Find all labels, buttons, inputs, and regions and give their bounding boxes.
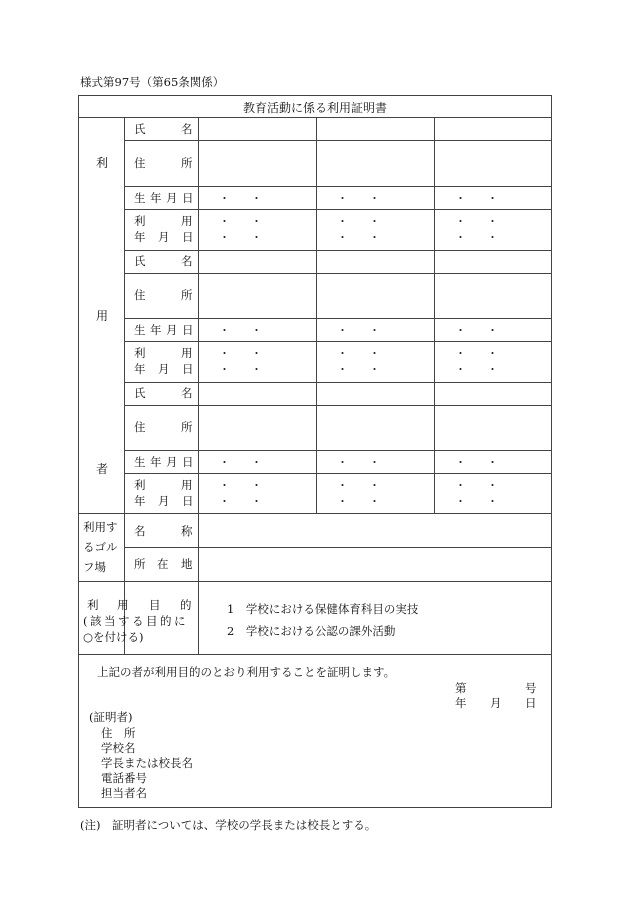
date-dot: ・ bbox=[487, 347, 498, 360]
user-label-char: 利 bbox=[96, 156, 109, 170]
rule bbox=[124, 547, 551, 548]
certification-statement: 上記の者が利用目的のとおり利用することを証明します。 bbox=[97, 665, 396, 679]
date-dot: ・ bbox=[369, 456, 380, 469]
usage-label: 用 bbox=[181, 346, 193, 360]
col-rule bbox=[124, 117, 125, 654]
date-dot: ・ bbox=[337, 495, 348, 508]
date-dot: ・ bbox=[455, 479, 466, 492]
birth-label: 日 bbox=[182, 323, 194, 337]
date-dot: ・ bbox=[251, 495, 262, 508]
usage-label: 用 bbox=[181, 478, 193, 492]
date-dot: ・ bbox=[219, 324, 230, 337]
date-dot: ・ bbox=[337, 456, 348, 469]
date-dot: ・ bbox=[455, 231, 466, 244]
date-dot: ・ bbox=[251, 347, 262, 360]
date-dot: ・ bbox=[369, 347, 380, 360]
date-dot: ・ bbox=[251, 479, 262, 492]
certifier-school: 学校名 bbox=[101, 741, 136, 755]
golf-name-label: 称 bbox=[181, 524, 193, 538]
purpose-label: ○を付ける) bbox=[83, 630, 144, 644]
user-label-char: 用 bbox=[96, 309, 109, 323]
date-dot: ・ bbox=[455, 192, 466, 205]
date-dot: ・ bbox=[219, 495, 230, 508]
golf-name-label: 名 bbox=[134, 524, 146, 538]
usage-label: 年 bbox=[134, 230, 146, 244]
usage-label: 利 bbox=[134, 478, 146, 492]
certifier-address: 住 所 bbox=[101, 726, 136, 740]
date-dot: ・ bbox=[369, 479, 380, 492]
date-dot: ・ bbox=[337, 363, 348, 376]
date-dot: ・ bbox=[251, 456, 262, 469]
date-day: 日 bbox=[525, 696, 537, 710]
purpose-option-2[interactable]: 2 学校における公認の課外活動 bbox=[227, 624, 396, 638]
user-label-char: 者 bbox=[96, 462, 109, 476]
birth-label: 年 bbox=[150, 323, 162, 337]
rule-golf-end bbox=[79, 581, 551, 582]
purpose-label: 利 bbox=[87, 598, 99, 612]
birth-label: 日 bbox=[182, 455, 194, 469]
usage-label: 月 bbox=[158, 362, 170, 376]
birth-label: 月 bbox=[166, 191, 178, 205]
date-dot: ・ bbox=[487, 479, 498, 492]
date-dot: ・ bbox=[337, 215, 348, 228]
date-dot: ・ bbox=[337, 324, 348, 337]
date-month: 月 bbox=[490, 696, 502, 710]
rule bbox=[124, 250, 551, 251]
form-number: 様式第97号（第65条関係） bbox=[80, 75, 225, 89]
date-dot: ・ bbox=[487, 495, 498, 508]
date-dot: ・ bbox=[219, 231, 230, 244]
date-dot: ・ bbox=[219, 479, 230, 492]
golf-label: るゴル bbox=[83, 540, 118, 554]
date-dot: ・ bbox=[487, 456, 498, 469]
birth-label: 年 bbox=[150, 455, 162, 469]
usage-label: 日 bbox=[182, 362, 194, 376]
date-dot: ・ bbox=[487, 215, 498, 228]
number-prefix: 第 bbox=[455, 681, 467, 695]
usage-label: 日 bbox=[182, 230, 194, 244]
usage-label: 月 bbox=[158, 230, 170, 244]
address-label: 住 bbox=[134, 156, 146, 170]
form-title: 教育活動に係る利用証明書 bbox=[242, 101, 387, 115]
rule bbox=[124, 140, 551, 141]
date-dot: ・ bbox=[337, 479, 348, 492]
date-dot: ・ bbox=[251, 192, 262, 205]
date-dot: ・ bbox=[369, 363, 380, 376]
usage-label: 年 bbox=[134, 362, 146, 376]
golf-location-label: 地 bbox=[181, 557, 193, 571]
golf-label: 利用す bbox=[83, 520, 118, 534]
birth-label: 月 bbox=[166, 323, 178, 337]
birth-label: 年 bbox=[150, 191, 162, 205]
date-dot: ・ bbox=[455, 495, 466, 508]
address-label: 住 bbox=[134, 288, 146, 302]
col-rule bbox=[316, 117, 317, 513]
rule bbox=[124, 450, 551, 451]
date-dot: ・ bbox=[369, 192, 380, 205]
name-label: 氏 bbox=[134, 254, 146, 268]
usage-label: 年 bbox=[134, 494, 146, 508]
date-dot: ・ bbox=[369, 231, 380, 244]
date-dot: ・ bbox=[251, 231, 262, 244]
date-dot: ・ bbox=[487, 192, 498, 205]
footnote: (注) 証明者については、学校の学長または校長とする。 bbox=[80, 818, 377, 832]
certifier-title: (証明者) bbox=[89, 710, 133, 724]
name-label: 名 bbox=[181, 386, 193, 400]
purpose-label: 的 bbox=[180, 598, 192, 612]
rule bbox=[124, 209, 551, 210]
name-label: 名 bbox=[181, 122, 193, 136]
golf-location-label: 在 bbox=[157, 557, 169, 571]
usage-label: 利 bbox=[134, 214, 146, 228]
date-dot: ・ bbox=[455, 363, 466, 376]
date-dot: ・ bbox=[455, 456, 466, 469]
certificate-form bbox=[78, 95, 552, 808]
purpose-label: (該当する目的に bbox=[83, 614, 188, 628]
purpose-label: 目 bbox=[149, 598, 161, 612]
usage-label: 用 bbox=[181, 214, 193, 228]
purpose-option-1[interactable]: 1 学校における保健体育科目の実技 bbox=[227, 602, 419, 616]
date-dot: ・ bbox=[487, 324, 498, 337]
usage-label: 利 bbox=[134, 346, 146, 360]
rule-users-end bbox=[79, 513, 551, 514]
date-dot: ・ bbox=[219, 363, 230, 376]
date-dot: ・ bbox=[219, 456, 230, 469]
col-rule bbox=[434, 117, 435, 513]
name-label: 氏 bbox=[134, 122, 146, 136]
certifier-principal: 学長または校長名 bbox=[101, 756, 193, 770]
birth-label: 生 bbox=[134, 455, 146, 469]
date-dot: ・ bbox=[487, 231, 498, 244]
col-rule bbox=[198, 117, 199, 654]
date-dot: ・ bbox=[251, 324, 262, 337]
address-label: 所 bbox=[181, 156, 193, 170]
rule bbox=[124, 473, 551, 474]
date-dot: ・ bbox=[219, 347, 230, 360]
birth-label: 生 bbox=[134, 323, 146, 337]
date-dot: ・ bbox=[455, 347, 466, 360]
usage-label: 月 bbox=[158, 494, 170, 508]
address-label: 住 bbox=[134, 420, 146, 434]
rule bbox=[124, 382, 551, 383]
date-dot: ・ bbox=[251, 215, 262, 228]
date-dot: ・ bbox=[455, 324, 466, 337]
birth-label: 日 bbox=[182, 191, 194, 205]
rule-title bbox=[79, 117, 551, 118]
date-dot: ・ bbox=[337, 231, 348, 244]
rule bbox=[124, 273, 551, 274]
date-year: 年 bbox=[455, 696, 467, 710]
date-dot: ・ bbox=[219, 192, 230, 205]
date-dot: ・ bbox=[455, 215, 466, 228]
certifier-contact: 担当者名 bbox=[101, 786, 147, 800]
address-label: 所 bbox=[181, 288, 193, 302]
date-dot: ・ bbox=[251, 363, 262, 376]
name-label: 名 bbox=[181, 254, 193, 268]
rule bbox=[124, 341, 551, 342]
golf-label: フ場 bbox=[83, 560, 106, 574]
birth-label: 生 bbox=[134, 191, 146, 205]
usage-label: 日 bbox=[182, 494, 194, 508]
name-label: 氏 bbox=[134, 386, 146, 400]
rule bbox=[124, 186, 551, 187]
rule bbox=[124, 318, 551, 319]
date-dot: ・ bbox=[487, 363, 498, 376]
golf-location-label: 所 bbox=[134, 557, 146, 571]
rule bbox=[124, 405, 551, 406]
purpose-label: 用 bbox=[117, 598, 129, 612]
date-dot: ・ bbox=[369, 324, 380, 337]
date-dot: ・ bbox=[337, 347, 348, 360]
birth-label: 月 bbox=[166, 455, 178, 469]
date-dot: ・ bbox=[219, 215, 230, 228]
date-dot: ・ bbox=[337, 192, 348, 205]
number-suffix: 号 bbox=[525, 681, 537, 695]
date-dot: ・ bbox=[369, 215, 380, 228]
certifier-phone: 電話番号 bbox=[101, 771, 147, 785]
rule-purpose-end bbox=[79, 654, 551, 655]
date-dot: ・ bbox=[369, 495, 380, 508]
address-label: 所 bbox=[181, 420, 193, 434]
